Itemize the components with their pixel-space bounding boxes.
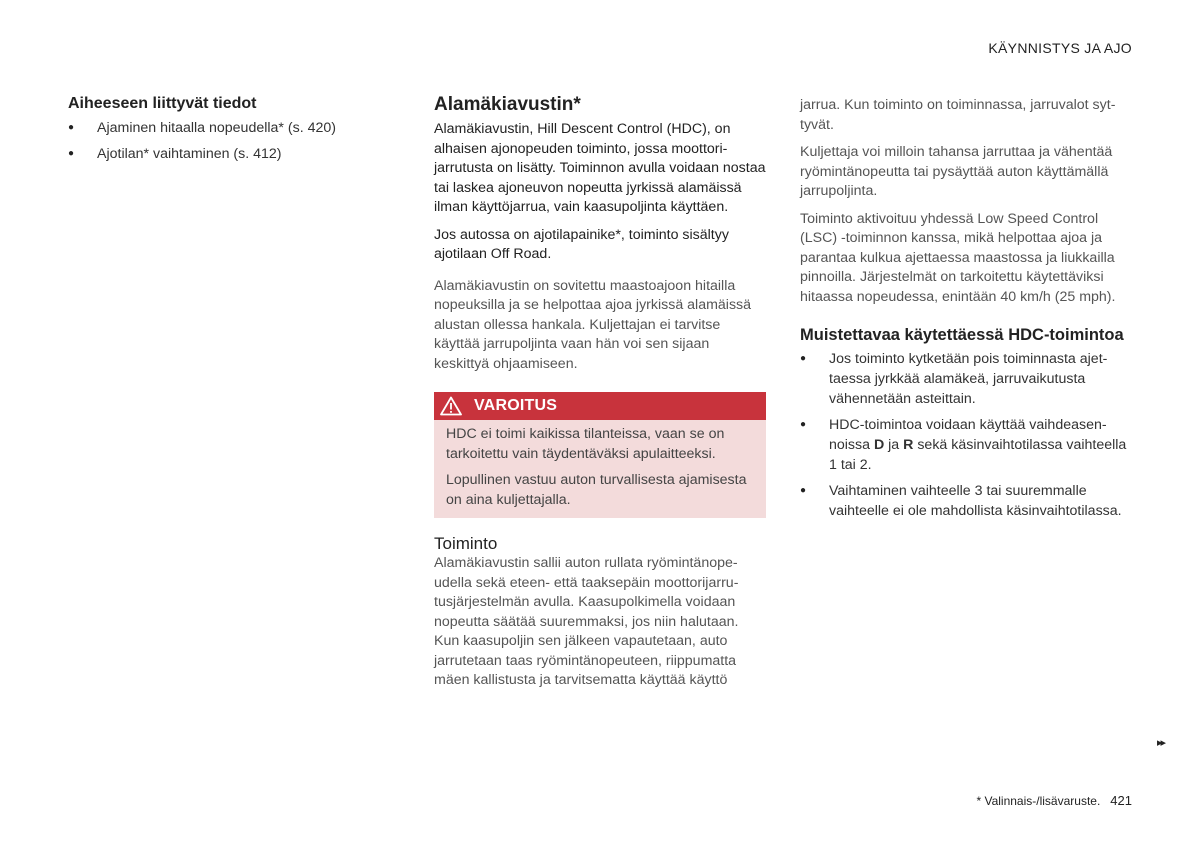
main-column	[434, 94, 766, 699]
gear-d: D	[873, 437, 885, 453]
related-info-list	[68, 118, 368, 164]
warning-text-1: HDC ei toimi kaikissa tilanteissa, vaan se on tarkoitettu vain täydentäväksi apulaitteeksi.	[446, 426, 725, 462]
function-paragraph: Alamäkiavustin sallii auton rullata ryömintänopeudella sekä eteen- että taaksepäin moottorijarrutusjärjestelmän avulla. Kaasupolkimella voidaan nopeutta säätää suuremmaksi, jos niin halutaan. Kun kaasupoljin sen jälkeen vapautetaan, auto jarrutetaan taas ryömintänopeuteen, riippumatta mäen kallistusta ja tarvitsematta käyttää käyttö	[434, 555, 739, 688]
related-info-column	[68, 94, 368, 170]
warning-box	[434, 392, 766, 518]
warning-title: VAROITUS	[474, 397, 558, 414]
continuation-column	[800, 96, 1135, 527]
note-item: ● Vaihtaminen vaihteelle 3 tai suuremmalle vaihteelle ei ole mahdollista käsinvaihtotilassa.	[800, 481, 1135, 521]
section-header: KÄYNNISTYS JA AJO	[988, 40, 1132, 56]
warning-text-2: Lopullinen vastuu auton turvallisesta ajamisesta on aina kuljettajalla.	[446, 472, 747, 508]
warning-body	[434, 420, 766, 518]
intro-paragraph: Alamäkiavustin, Hill Descent Control (HDC), on alhaisen ajonopeuden toiminto, jossa moottorijarrutusta on lisätty. Toiminnon avulla voidaan nostaa tai laskea ajoneuvon nopeutta jyrkissä alamäissä ilman käyttöjarrua, vain kaasupoljinta käyttäen.	[434, 121, 766, 215]
note-item: ● Jos toiminto kytketään pois toiminnasta ajettaessa jyrkkää alamäkeä, jarruvaikutusta vähennetään asteittain.	[800, 349, 1135, 409]
optional-equipment-note: * Valinnais-/lisävaruste.	[976, 794, 1101, 808]
related-info-title: Aiheeseen liittyvät tiedot	[68, 95, 257, 112]
warning-triangle-icon	[440, 396, 462, 416]
brake-lights-paragraph: jarrua. Kun toiminto on toiminnassa, jarruvalot syttyvät.	[800, 97, 1116, 133]
driver-brake-paragraph: Kuljettaja voi milloin tahansa jarruttaa ja vähentää ryömintänopeutta tai pysäyttää auton käyttämällä jarrupoljinta.	[800, 144, 1113, 199]
continue-arrows-icon: ▸▸	[1156, 737, 1164, 749]
related-link-drive-mode[interactable]: ● Ajotilan* vaihtaminen (s. 412)	[68, 144, 368, 164]
lsc-paragraph: Toiminto aktivoituu yhdessä Low Speed Control (LSC) -toiminnon kanssa, mikä helpottaa ajoa ja parantaa kulkua ajettaessa maastossa ja liukkailla pinnoilla. Järjestelmät on tarkoitettu käytettäviksi hitaassa nopeudessa, enintään 40 km/h (25 mph).	[800, 210, 1116, 305]
warning-header	[434, 392, 766, 420]
intro-paragraph-2: Jos autossa on ajotilapainike*, toiminto sisältyy ajotilaan Off Road.	[434, 226, 729, 262]
related-link-slow-driving[interactable]: ● Ajaminen hitaalla nopeudella* (s. 420)	[68, 118, 368, 138]
page-title: Alamäkiavustin*	[434, 94, 581, 115]
gear-r: R	[903, 437, 914, 453]
note-item: ● HDC-toimintoa voidaan käyttää vaihdeasennoissa D ja R sekä käsinvaihtotilassa vaihteella 1 tai 2.	[800, 415, 1135, 475]
notes-list	[800, 349, 1135, 521]
footer	[976, 793, 1132, 808]
body-paragraph: Alamäkiavustin on sovitettu maastoajoon hitailla nopeuksilla ja se helpottaa ajoa jyrkissä alamäissä alustan ollessa hankala. Kuljettajan ei tarvitse käyttää jarrupoljinta vaan hän voi sen sijaan keskittyä ohjaamiseen.	[434, 277, 752, 372]
function-title: Toiminto	[434, 534, 498, 553]
notes-title: Muistettavaa käytettäessä HDC-toimintoa	[800, 326, 1124, 344]
page-number: 421	[1110, 793, 1132, 808]
